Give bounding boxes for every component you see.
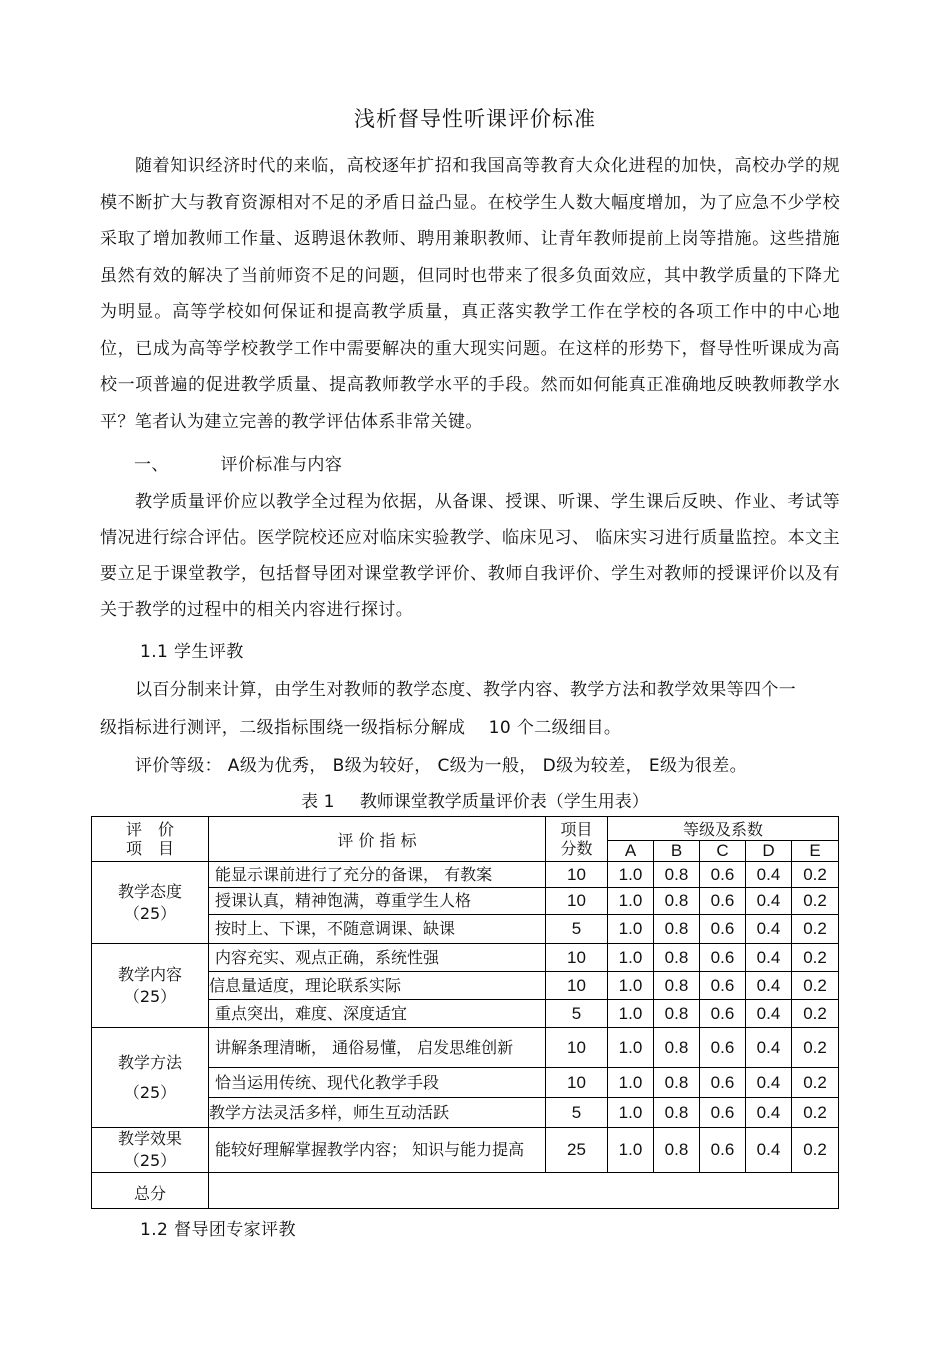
- table-caption-number: 表 1: [301, 792, 335, 812]
- category-effect: [92, 1128, 209, 1173]
- points: 5: [546, 1098, 608, 1128]
- coef-e: 0.2: [792, 972, 839, 1000]
- coef-b: 0.8: [654, 915, 700, 944]
- header-score-line-1: 项目: [560, 820, 593, 839]
- table-row: [92, 1028, 839, 1068]
- coef-e: 0.2: [792, 915, 839, 944]
- evaluation-paragraph: 教学质量评价应以教学全过程为依据，从备课、授课、听课、学生课后反映、作业、考试等情况进行综合评估。医学院校还应对临床实验教学、临床见习、 临床实习进行质量监控。本文主要立足于课堂教学，包括督导团对课堂教学评价、教师自我评价、学生对教师的授课评价以及有关于教学的过程中的相关内容进行探讨。: [100, 492, 840, 620]
- coef-b: 0.8: [654, 1028, 700, 1068]
- indicator: 恰当运用传统、现代化教学手段: [209, 1068, 546, 1098]
- category-score: （25）: [123, 1151, 177, 1170]
- coef-c: 0.6: [700, 1068, 746, 1098]
- indicator: 内容充实、观点正确，系统性强: [209, 944, 546, 972]
- indicator: 授课认真，精神饱满，尊重学生人格: [209, 888, 546, 915]
- table-row: [92, 862, 839, 888]
- coef-d: 0.4: [746, 1000, 792, 1028]
- coef-c: 0.6: [700, 1098, 746, 1128]
- points: 10: [546, 888, 608, 915]
- category-score: （25）: [123, 1082, 177, 1102]
- coef-a: 1.0: [608, 915, 654, 944]
- coef-c: 0.6: [700, 915, 746, 944]
- header-item: [92, 817, 209, 862]
- table-row: [92, 1128, 839, 1173]
- coef-e: 0.2: [792, 1068, 839, 1098]
- coef-e: 0.2: [792, 1028, 839, 1068]
- coef-a: 1.0: [608, 1098, 654, 1128]
- evaluation-table: [91, 816, 839, 1209]
- category-score: （25）: [123, 903, 177, 923]
- header-score: [546, 817, 608, 862]
- grade-definition-line: 评价等级： A级为优秀， B级为较好， C级为一般， D级为较差， E级为很差。: [135, 756, 748, 776]
- indicator: 重点突出，难度、深度适宜: [209, 1000, 546, 1028]
- indicator: 能较好理解掌握教学内容； 知识与能力提高: [209, 1128, 546, 1173]
- coef-d: 0.4: [746, 1128, 792, 1173]
- indicator: 能显示课前进行了充分的备课， 有教案: [209, 862, 546, 888]
- coef-b: 0.8: [654, 862, 700, 888]
- coef-b: 0.8: [654, 1128, 700, 1173]
- category-score: （25）: [123, 986, 177, 1006]
- points: 10: [546, 972, 608, 1000]
- indicator: 教学方法灵活多样，师生互动活跃: [209, 1098, 546, 1128]
- table-caption: [0, 787, 950, 812]
- scoring-line-1: 以百分制来计算，由学生对教师的教学态度、教学内容、教学方法和教学效果等四个一: [135, 680, 797, 700]
- intro-paragraph: 随着知识经济时代的来临，高校逐年扩招和我国高等教育大众化进程的加快，高校办学的规模不断扩大与教育资源相对不足的矛盾日益凸显。在校学生人数大幅度增加，为了应急不少学校采取了增加教师工作量、返聘退休教师、聘用兼职教师、让青年教师提前上岗等措施。这些措施虽然有效的解决了当前师资不足的问题，但同时也带来了很多负面效应，其中教学质量的下降尤为明显。高等学校如何保证和提高教学质量，真正落实教学工作在学校的各项工作中的中心地位，已成为高等学校教学工作中需要解决的重大现实问题。在这样的形势下，督导性听课成为高校一项普遍的促进教学质量、提高教师教学水平的手段。然而如何能真正准确地反映教师教学水平？笔者认为建立完善的教学评估体系非常关键。: [100, 156, 840, 432]
- header-grade: 等级及系数: [608, 817, 839, 841]
- coef-b: 0.8: [654, 944, 700, 972]
- coef-c: 0.6: [700, 972, 746, 1000]
- coef-a: 1.0: [608, 1028, 654, 1068]
- coef-e: 0.2: [792, 888, 839, 915]
- coef-a: 1.0: [608, 862, 654, 888]
- category-name: 教学效果: [117, 1129, 182, 1148]
- points: 5: [546, 915, 608, 944]
- coef-b: 0.8: [654, 972, 700, 1000]
- coef-d: 0.4: [746, 888, 792, 915]
- coef-d: 0.4: [746, 1068, 792, 1098]
- coef-d: 0.4: [746, 1028, 792, 1068]
- header-item-line-2: 项 目: [125, 839, 174, 858]
- coef-d: 0.4: [746, 972, 792, 1000]
- points: 25: [546, 1128, 608, 1173]
- table-caption-text: 教师课堂教学质量评价表（学生用表）: [359, 792, 649, 812]
- grade-b: B: [654, 841, 700, 862]
- coef-a: 1.0: [608, 1128, 654, 1173]
- coef-c: 0.6: [700, 862, 746, 888]
- points: 10: [546, 944, 608, 972]
- coef-c: 0.6: [700, 888, 746, 915]
- coef-a: 1.0: [608, 944, 654, 972]
- header-item-line-1: 评 价: [125, 820, 174, 839]
- coef-a: 1.0: [608, 888, 654, 915]
- coef-d: 0.4: [746, 915, 792, 944]
- category-attitude: [92, 862, 209, 944]
- coef-d: 0.4: [746, 944, 792, 972]
- indicator: 讲解条理清晰， 通俗易懂， 启发思维创新: [209, 1028, 546, 1068]
- total-label: 总分: [92, 1173, 209, 1209]
- header-indicator: 评 价 指 标: [209, 817, 546, 862]
- subsection-student-evaluation: 1.1 学生评教: [140, 642, 244, 662]
- table-row: [92, 944, 839, 972]
- coef-d: 0.4: [746, 862, 792, 888]
- coef-b: 0.8: [654, 1000, 700, 1028]
- subsection-supervisor-evaluation: 1.2 督导团专家评教: [140, 1220, 296, 1240]
- indicator: 按时上、下课，不随意调课、缺课: [209, 915, 546, 944]
- coef-b: 0.8: [654, 888, 700, 915]
- indicator: 信息量适度，理论联系实际: [209, 972, 546, 1000]
- scoring-line-2: 级指标进行测评，二级指标围绕一级指标分解成 10 个二级细目。: [100, 718, 622, 738]
- section-title: 评价标准与内容: [220, 455, 343, 475]
- coef-b: 0.8: [654, 1068, 700, 1098]
- points: 5: [546, 1000, 608, 1028]
- document-title: 浅析督导性听课评价标准: [354, 107, 596, 131]
- coef-c: 0.6: [700, 1128, 746, 1173]
- coef-c: 0.6: [700, 1000, 746, 1028]
- category-name: 教学方法: [117, 1052, 182, 1072]
- section-heading: [134, 450, 342, 475]
- grade-d: D: [746, 841, 792, 862]
- coef-e: 0.2: [792, 1000, 839, 1028]
- grade-a: A: [608, 841, 654, 862]
- category-name: 教学态度: [117, 881, 182, 901]
- coef-b: 0.8: [654, 1098, 700, 1128]
- section-number: 一、: [134, 455, 169, 475]
- grade-c: C: [700, 841, 746, 862]
- category-name: 教学内容: [117, 964, 182, 984]
- coef-c: 0.6: [700, 1028, 746, 1068]
- header-score-line-2: 分数: [560, 839, 593, 858]
- table-header-row-1: [92, 817, 839, 841]
- coef-a: 1.0: [608, 1068, 654, 1098]
- total-row: [92, 1173, 839, 1209]
- coef-a: 1.0: [608, 972, 654, 1000]
- points: 10: [546, 1028, 608, 1068]
- category-method: [92, 1028, 209, 1128]
- coef-c: 0.6: [700, 944, 746, 972]
- coef-e: 0.2: [792, 1128, 839, 1173]
- coef-e: 0.2: [792, 862, 839, 888]
- category-content: [92, 944, 209, 1028]
- coef-e: 0.2: [792, 944, 839, 972]
- points: 10: [546, 1068, 608, 1098]
- grade-e: E: [792, 841, 839, 862]
- coef-e: 0.2: [792, 1098, 839, 1128]
- coef-d: 0.4: [746, 1098, 792, 1128]
- total-value: [209, 1173, 839, 1209]
- coef-a: 1.0: [608, 1000, 654, 1028]
- points: 10: [546, 862, 608, 888]
